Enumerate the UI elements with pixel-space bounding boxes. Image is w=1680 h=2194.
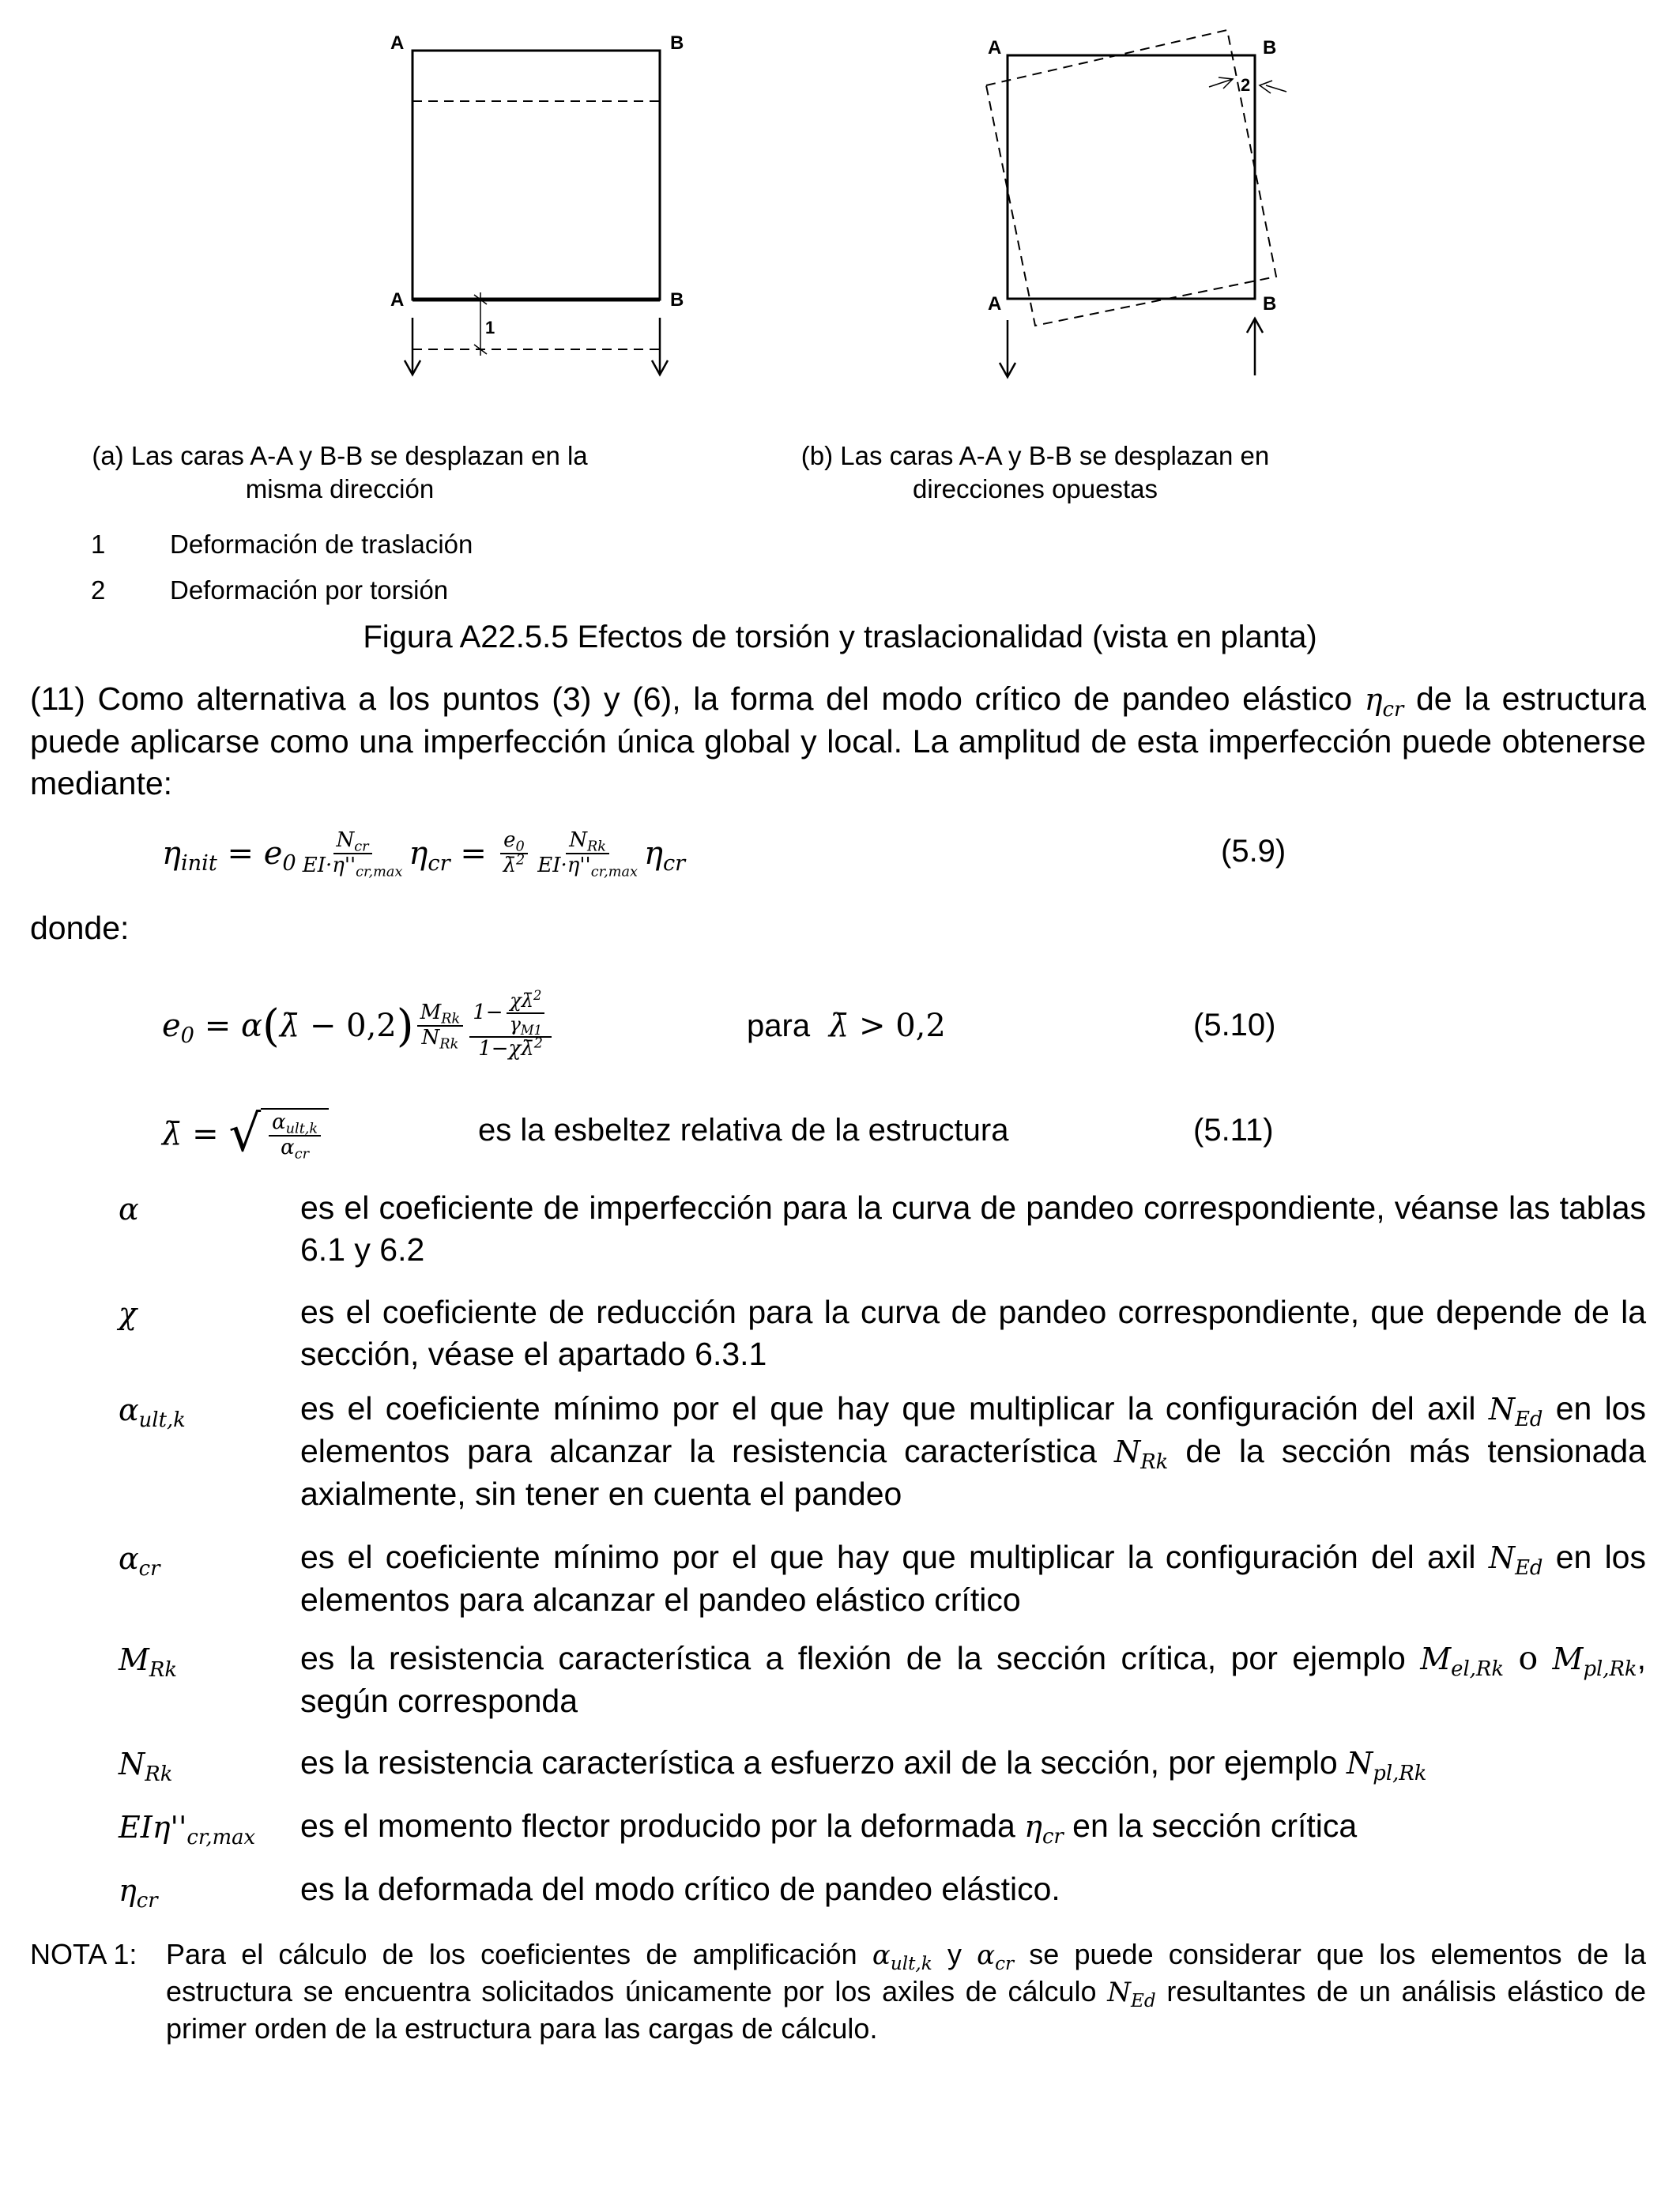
equation-5-11-description: es la esbeltez relativa de la estructura <box>478 1113 1009 1148</box>
legend <box>91 522 473 613</box>
def-symbol-m-rk: $M_{Rk}$ <box>119 1642 178 1682</box>
note-text: Para el cálculo de los coeficientes de amplificación $\alpha_{ult,k}$ y $\alpha_{cr}$ se puede considerar que los elementos de la estructura se encuentra solicitados únicamente por los axiles de cálculo $N_{Ed}$ resultantes de un análisis elástico de primer orden de la estructura para las cargas de cálculo. <box>166 1938 1646 2045</box>
arrow-down-right-icon <box>652 318 668 375</box>
label-marker-1: 1 <box>485 318 495 337</box>
def-text-chi: es el coeficiente de reducción para la curva de pandeo correspondiente, que depende de la sección, véase el apartado 6.3.1 <box>300 1294 1646 1372</box>
def-text-alpha-cr: es el coeficiente mínimo por el que hay que multiplicar la configuración del axil $N_{Ed}$ en los elementos para alcanzar el pandeo elástico crítico <box>300 1539 1646 1618</box>
equation-5-11: λ̄ = √ $\frac{\alpha_{ult,k}}{\alpha_{cr}}$ <box>162 1095 329 1174</box>
legend-text: Deformación por torsión <box>170 575 449 605</box>
equation-5-9: $\eta_{init}$ = $e_0$ $\frac{N_{cr}}{EI\cdot\eta''_{cr,max}}$ $\eta_{cr}$ = $\frac{e_0}{\lambdā^2}$ $\frac{N_{Rk}}{EI\cdot\eta''_{cr,max}}$ $\eta_{cr}$ <box>162 828 686 880</box>
def-text-alpha: es el coeficiente de imperfección para la curva de pandeo correspondiente, véanse las tablas 6.1 y 6.2 <box>300 1189 1646 1268</box>
donde-label: donde: <box>30 910 130 946</box>
def-symbol-ei-eta: $EI\eta''_{cr,max}$ <box>119 1810 256 1849</box>
legend-item <box>91 567 473 613</box>
legend-num: 2 <box>91 575 106 605</box>
figure-title: Figura A22.5.5 Efectos de torsión y traslacionalidad (vista en planta) <box>363 620 1317 654</box>
label-a-bottom: A <box>390 289 405 311</box>
def-symbol-n-rk: $N_{Rk}$ <box>119 1747 173 1786</box>
paragraph-11 <box>30 678 1646 805</box>
caption-b: (b) Las caras A-A y B-B se desplazan en direcciones opuestas <box>800 441 1270 503</box>
legend-text: Deformación de traslación <box>170 530 473 559</box>
def-text-alpha-ult-k: es el coeficiente mínimo por el que hay que multiplicar la configuración del axil $N_{Ed}$ en los elementos para alcanzar la resistencia característica $N_{Rk}$ de la sección más tensionada axialmente, sin tener en cuenta el pandeo <box>300 1390 1646 1512</box>
def-symbol-eta-cr: $\eta_{cr}$ <box>119 1873 158 1913</box>
def-symbol-chi: χ <box>119 1296 137 1331</box>
def-symbol-alpha-cr: $\alpha_{cr}$ <box>119 1541 160 1581</box>
def-symbol-alpha-ult-k: $\alpha_{ult,k}$ <box>119 1393 186 1432</box>
equation-5-10-condition: para λ̄ > 0,2 <box>747 1008 946 1044</box>
equation-number-5-10: (5.10) <box>1193 1008 1276 1042</box>
note-label: NOTA 1: <box>30 1938 137 1970</box>
caption-a: (a) Las caras A-A y B-B se desplazan en la misma dirección <box>92 441 588 503</box>
label-marker-2: 2 <box>1241 75 1251 95</box>
equation-number-5-9: (5.9) <box>1221 834 1286 869</box>
label-a-top: A <box>988 37 1002 58</box>
diagram-b <box>972 16 1328 387</box>
label-a-top: A <box>390 32 405 54</box>
plan-square-a <box>412 51 660 300</box>
def-text-m-rk: es la resistencia característica a flexión de la sección crítica, por ejemplo $M_{el,Rk}$ o $M_{pl,Rk}$, según corresponda <box>300 1639 1646 1719</box>
plan-square-b <box>1008 55 1255 299</box>
label-b-bottom: B <box>1263 293 1277 315</box>
label-b-top: B <box>1263 37 1277 58</box>
def-text-n-rk: es la resistencia característica a esfuerzo axil de la sección, por ejemplo $N_{pl,Rk}$ <box>300 1744 1427 1785</box>
rotated-dashed-square <box>986 30 1276 326</box>
arrow-down-icon <box>1000 320 1015 377</box>
def-text-ei-eta: es el momento flector producido por la deformada $\eta_{cr}$ en la sección crítica <box>300 1808 1358 1849</box>
def-text-eta-cr: es la deformada del modo crítico de pandeo elástico. <box>300 1871 1060 1907</box>
eta-cr-symbol: $\eta_{cr}$ <box>1364 682 1404 722</box>
arrow-down-left-icon <box>405 318 420 375</box>
def-symbol-alpha: α <box>119 1192 139 1227</box>
label-b-top: B <box>670 32 684 54</box>
paragraph-11-part1: (11) Como alternativa a los puntos (3) y (6), la forma del modo crítico de pandeo elástico <box>30 680 1353 717</box>
equation-5-10: $e_0$ = α ( λ̄ − 0,2 ) $\frac{M_{Rk}}{N_{Rk}}$ 1− $\frac{\chi\lambdā^2}{\gamma_{M1}}$ 1−χλ̄$^2$ <box>162 963 555 1089</box>
diagram-a <box>379 24 695 387</box>
label-b-bottom: B <box>670 289 684 311</box>
paragraph-11-part2: de la estructura puede aplicarse como una imperfección única global y local. La amplitud de esta imperfección puede obtenerse mediante: <box>30 680 1646 801</box>
equation-number-5-11: (5.11) <box>1193 1113 1274 1148</box>
legend-item <box>91 522 473 567</box>
legend-num: 1 <box>91 530 106 559</box>
label-a-bottom: A <box>988 293 1002 315</box>
arrow-up-icon <box>1247 319 1263 375</box>
